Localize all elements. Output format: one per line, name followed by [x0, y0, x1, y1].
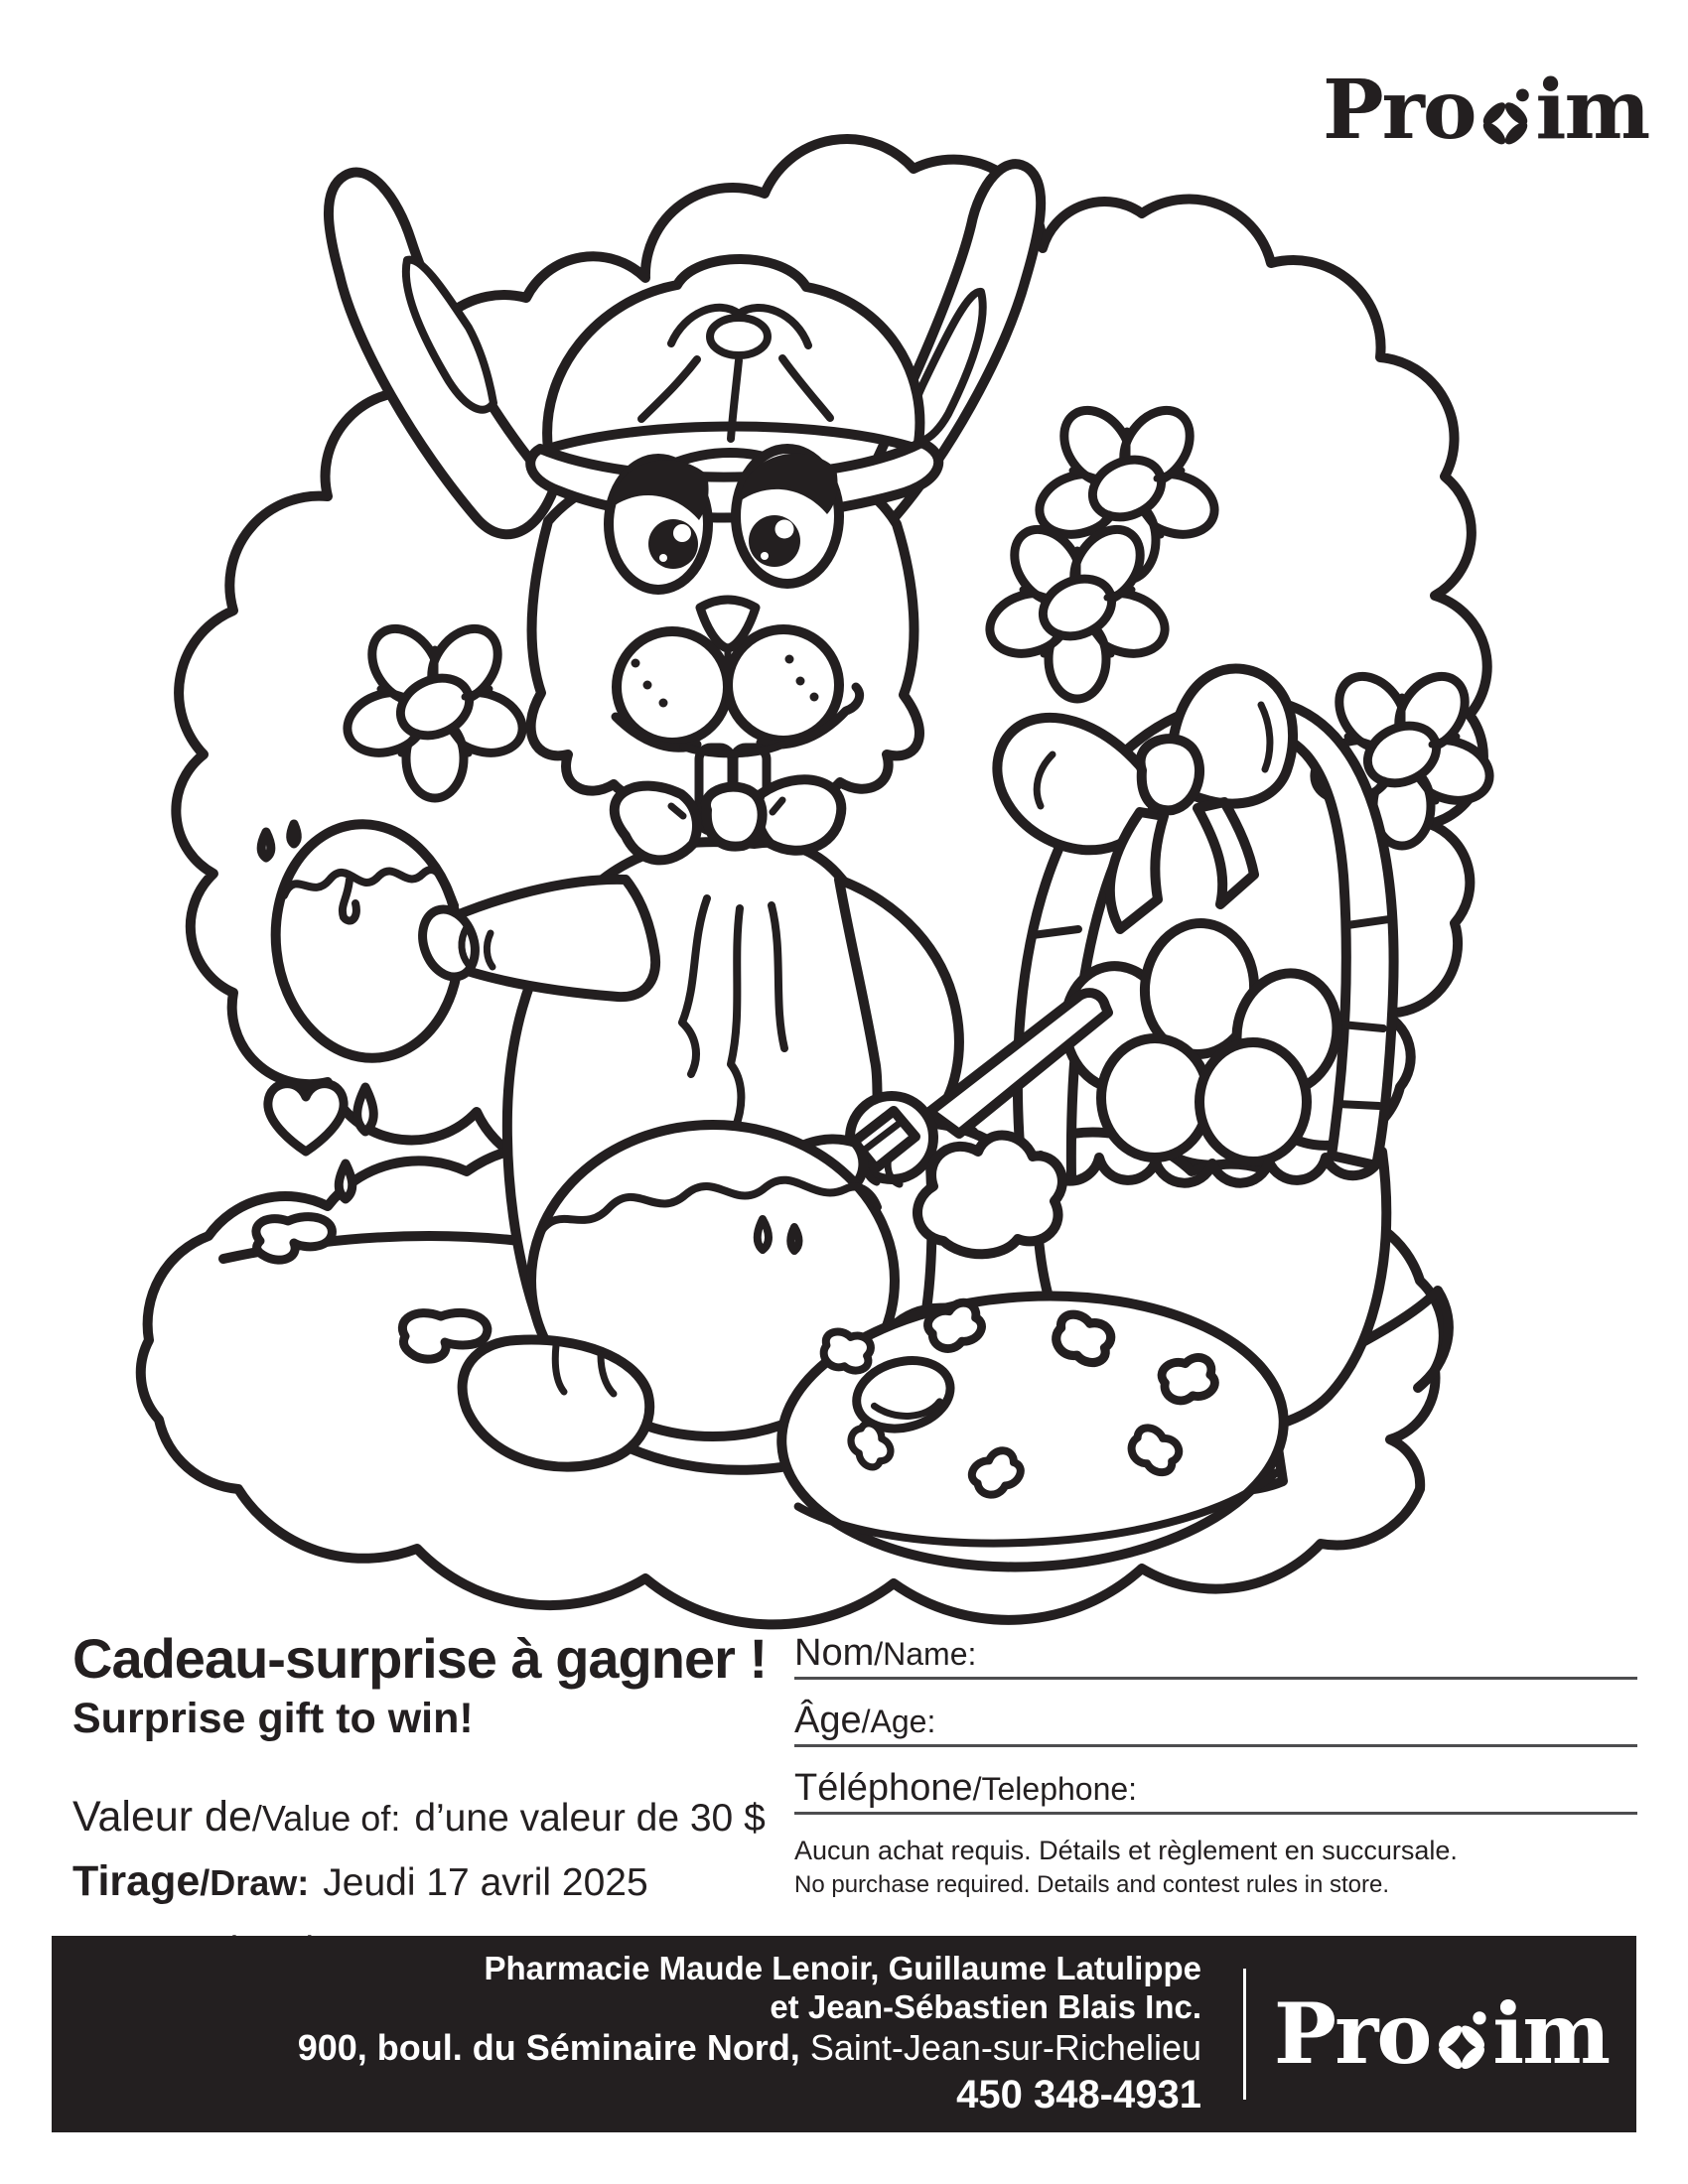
field-age	[794, 1701, 1637, 1747]
pharmacy-name-line2: et Jean-Sébastien Blais Inc.	[770, 1988, 1201, 2026]
name-label-en: /Name:	[874, 1636, 977, 1672]
draw-value: Jeudi 17 avril 2025	[323, 1861, 648, 1905]
telephone-label-fr: Téléphone	[794, 1767, 973, 1810]
field-name	[794, 1633, 1637, 1680]
draw-label-en: /Draw:	[200, 1862, 310, 1904]
pharmacy-info	[52, 1950, 1201, 2118]
value-label-en: /Value of:	[251, 1798, 401, 1840]
name-field-line	[794, 1677, 1637, 1680]
pharmacy-phone: 450 348-4931	[956, 2072, 1201, 2116]
pharmacy-name-line1: Pharmacie Maude Lenoir, Guillaume Latulippe	[484, 1950, 1201, 1987]
title-fr: Cadeau-surprise à gagner !	[72, 1627, 768, 1690]
value-text: d’une valeur de 30 $	[414, 1797, 766, 1841]
draw-row	[72, 1857, 782, 1906]
proxim-logo-footer	[1246, 1984, 1636, 2083]
logo-text-pre: Pro	[1323, 63, 1476, 158]
entry-form	[794, 1633, 1637, 1899]
title-en: Surprise gift to win!	[72, 1695, 474, 1743]
address-street: 900, boul. du Séminaire Nord,	[297, 2027, 800, 2069]
name-label-fr: Nom	[794, 1632, 875, 1674]
age-field-line	[794, 1744, 1637, 1747]
bunny-bow-tie	[615, 779, 842, 860]
legal-fr: Aucun achat requis. Détails et règlement en succursale.	[794, 1836, 1458, 1866]
logo-text-post: im	[1535, 63, 1649, 158]
logo-text-post: im	[1492, 1984, 1610, 2083]
pharmacy-address	[52, 2027, 1201, 2069]
telephone-label-en: /Telephone:	[972, 1771, 1138, 1808]
logo-text-pre: Pro	[1273, 1984, 1431, 2083]
proxim-petal-x-icon	[1432, 2011, 1491, 2071]
value-label-fr: Valeur de	[72, 1793, 252, 1842]
field-telephone	[794, 1768, 1637, 1815]
age-label-en: /Age:	[861, 1704, 936, 1740]
age-label-fr: Âge	[794, 1700, 862, 1742]
pharmacy-footer	[52, 1936, 1636, 2132]
address-city: Saint-Jean-sur-Richelieu	[799, 2027, 1201, 2069]
legal-block	[794, 1836, 1637, 1899]
grass-tuft	[917, 1136, 1062, 1255]
legal-en: No purchase required. Details and contest rules in store.	[794, 1871, 1389, 1899]
value-row	[72, 1793, 782, 1842]
telephone-field-line	[794, 1812, 1637, 1815]
draw-label-fr: Tirage	[72, 1857, 201, 1906]
